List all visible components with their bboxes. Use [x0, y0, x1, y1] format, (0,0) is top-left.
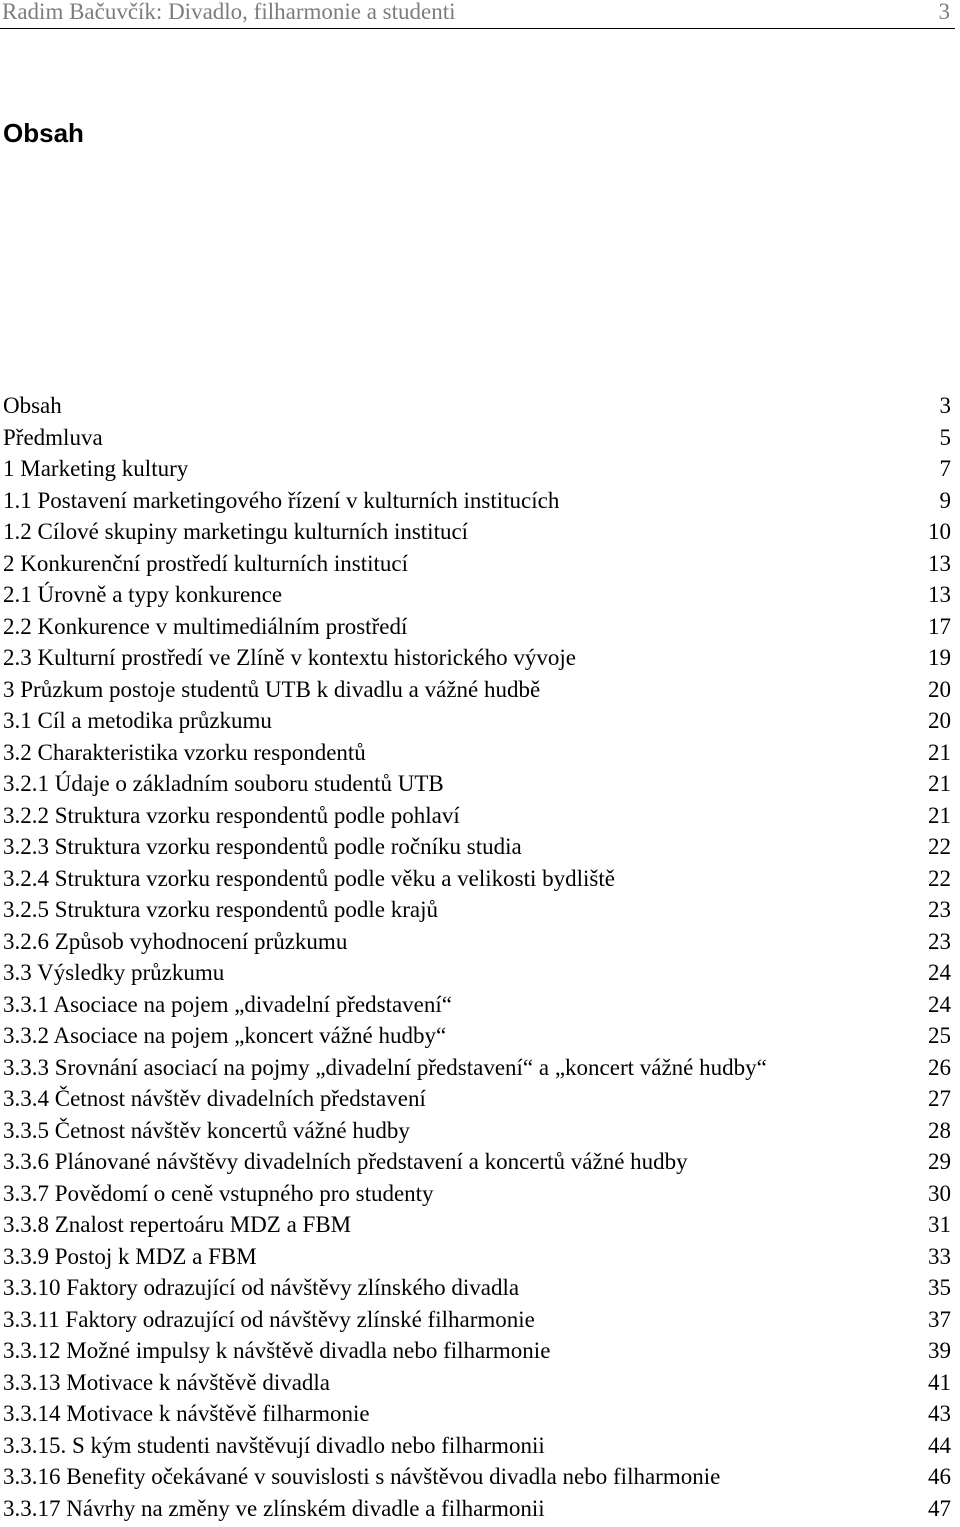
- toc-entry-page-number: 3: [939, 393, 951, 418]
- toc-entry-title: 2 Konkurenční prostředí kulturních institucí: [3, 550, 408, 576]
- toc-entry-page-number: 24: [928, 960, 951, 985]
- toc-entry[interactable]: [3, 1367, 951, 1399]
- toc-entry-title: 3.3.1 Asociace na pojem „divadelní představení“: [3, 991, 452, 1017]
- toc-entry-title: 3.3.13 Motivace k návštěvě divadla: [3, 1369, 331, 1395]
- toc-entry-title: 3.3.5 Četnost návštěv koncertů vážné hudby: [3, 1117, 410, 1143]
- toc-entry-page-number: 19: [928, 645, 951, 670]
- toc-entry-title: 3.3.15. S kým studenti navštěvují divadlo nebo filharmonii: [3, 1432, 545, 1458]
- toc-entry[interactable]: [3, 1493, 951, 1525]
- toc-entry[interactable]: [3, 516, 951, 548]
- toc-entry[interactable]: [3, 1335, 951, 1367]
- toc-entry[interactable]: [3, 1209, 951, 1241]
- toc-entry-page-number: 9: [939, 487, 951, 513]
- toc-entry-page-number: 43: [928, 1401, 951, 1426]
- toc-entry-title: 3.3.9 Postoj k MDZ a FBM: [3, 1243, 257, 1269]
- toc-entry[interactable]: [3, 390, 951, 422]
- toc-entry-page-number: 21: [928, 739, 951, 765]
- toc-entry-page-number: 28: [928, 1117, 951, 1143]
- toc-entry-title: 3.3.8 Znalost repertoáru MDZ a FBM: [3, 1212, 352, 1237]
- toc-entry-page-number: 27: [928, 1086, 951, 1111]
- toc-entry-page-number: 23: [928, 897, 951, 922]
- toc-entry[interactable]: [3, 642, 951, 674]
- toc-entry-title: 3.3.4 Četnost návštěv divadelních představení: [3, 1086, 426, 1111]
- toc-entry-page-number: 13: [928, 550, 951, 576]
- toc-entry-page-number: 33: [928, 1243, 951, 1269]
- toc-entry[interactable]: [3, 800, 951, 832]
- toc-entry[interactable]: [3, 1083, 951, 1115]
- toc-entry[interactable]: [3, 1178, 951, 1210]
- toc-entry[interactable]: [3, 453, 951, 485]
- toc-entry-page-number: 30: [928, 1180, 951, 1206]
- toc-entry-page-number: 24: [928, 991, 951, 1017]
- toc-entry-title: 3 Průzkum postoje studentů UTB k divadlu a vážné hudbě: [3, 676, 541, 702]
- toc-entry[interactable]: [3, 1272, 951, 1304]
- toc-entry[interactable]: [3, 863, 951, 895]
- toc-entry-title: 3.3 Výsledky průzkumu: [3, 960, 225, 985]
- toc-entry-page-number: 13: [928, 582, 951, 607]
- toc-entry-title: Předmluva: [3, 424, 103, 450]
- toc-entry-title: 2.2 Konkurence v multimediálním prostředí: [3, 613, 408, 639]
- toc-entry[interactable]: [3, 548, 951, 580]
- toc-entry-title: 3.3.6 Plánované návštěvy divadelních představení a koncertů vážné hudby: [3, 1149, 688, 1174]
- toc-entry-page-number: 21: [928, 802, 951, 828]
- toc-entry-page-number: 44: [928, 1432, 951, 1458]
- toc-entry[interactable]: [3, 989, 951, 1021]
- toc-entry[interactable]: [3, 1461, 951, 1493]
- toc-entry-page-number: 35: [928, 1275, 951, 1300]
- toc-entry-title: 3.3.16 Benefity očekávané v souvislosti s návštěvou divadla nebo filharmonie: [3, 1464, 721, 1489]
- toc-entry-page-number: 46: [928, 1464, 951, 1489]
- toc-entry-page-number: 37: [928, 1306, 951, 1332]
- toc-entry-title: 3.3.14 Motivace k návštěvě filharmonie: [3, 1401, 370, 1426]
- toc-entry-title: 2.1 Úrovně a typy konkurence: [3, 582, 283, 607]
- table-of-contents: [3, 390, 951, 1524]
- toc-entry-page-number: 29: [928, 1149, 951, 1174]
- toc-entry-page-number: 7: [939, 456, 951, 481]
- toc-entry-title: 3.3.17 Návrhy na změny ve zlínském divadle a filharmonii: [3, 1495, 545, 1521]
- toc-entry-title: Obsah: [3, 393, 62, 418]
- toc-entry-page-number: 17: [928, 613, 951, 639]
- toc-entry-title: 3.2.4 Struktura vzorku respondentů podle věku a velikosti bydliště: [3, 865, 615, 891]
- toc-entry[interactable]: [3, 1304, 951, 1336]
- toc-entry-page-number: 5: [939, 424, 951, 450]
- toc-entry[interactable]: [3, 485, 951, 517]
- toc-entry-title: 3.2 Charakteristika vzorku respondentů: [3, 739, 366, 765]
- toc-entry-page-number: 23: [928, 928, 951, 954]
- running-header-title: Radim Bačuvčík: Divadlo, filharmonie a studenti: [2, 0, 456, 24]
- toc-entry-title: 3.2.2 Struktura vzorku respondentů podle pohlaví: [3, 802, 460, 828]
- toc-entry[interactable]: [3, 1146, 951, 1178]
- section-heading: Obsah: [3, 118, 84, 148]
- toc-entry-title: 3.3.11 Faktory odrazující od návštěvy zlínské filharmonie: [3, 1306, 535, 1332]
- toc-entry-page-number: 39: [928, 1338, 951, 1363]
- toc-entry[interactable]: [3, 422, 951, 454]
- toc-entry[interactable]: [3, 1052, 951, 1084]
- toc-entry-page-number: 41: [928, 1369, 951, 1395]
- toc-entry[interactable]: [3, 674, 951, 706]
- toc-entry[interactable]: [3, 894, 951, 926]
- toc-entry-page-number: 25: [928, 1023, 951, 1048]
- toc-entry[interactable]: [3, 1430, 951, 1462]
- toc-entry-page-number: 20: [928, 708, 951, 733]
- toc-entry-title: 3.3.12 Možné impulsy k návštěvě divadla nebo filharmonie: [3, 1338, 551, 1363]
- toc-entry-title: 3.2.3 Struktura vzorku respondentů podle ročníku studia: [3, 834, 522, 859]
- toc-entry[interactable]: [3, 579, 951, 611]
- toc-entry-page-number: 26: [928, 1054, 951, 1080]
- running-header-page-number: 3: [938, 0, 950, 24]
- toc-entry-page-number: 31: [928, 1212, 951, 1237]
- toc-entry-title: 3.2.5 Struktura vzorku respondentů podle krajů: [3, 897, 438, 922]
- toc-entry[interactable]: [3, 1398, 951, 1430]
- toc-entry[interactable]: [3, 768, 951, 800]
- toc-entry[interactable]: [3, 611, 951, 643]
- toc-entry-page-number: 20: [928, 676, 951, 702]
- toc-entry[interactable]: [3, 1115, 951, 1147]
- toc-entry-page-number: 21: [928, 771, 951, 796]
- toc-entry-page-number: 47: [928, 1495, 951, 1521]
- toc-entry-page-number: 22: [928, 834, 951, 859]
- toc-entry-page-number: 10: [928, 519, 951, 544]
- toc-entry-title: 3.2.1 Údaje o základním souboru studentů UTB: [3, 771, 444, 796]
- toc-entry[interactable]: [3, 926, 951, 958]
- toc-entry-title: 3.1 Cíl a metodika průzkumu: [3, 708, 272, 733]
- running-header: [0, 0, 955, 29]
- toc-entry-title: 1.2 Cílové skupiny marketingu kulturních institucí: [3, 519, 469, 544]
- toc-entry[interactable]: [3, 1241, 951, 1273]
- toc-entry[interactable]: [3, 737, 951, 769]
- toc-entry[interactable]: [3, 831, 951, 863]
- toc-entry-title: 1 Marketing kultury: [3, 456, 189, 481]
- toc-entry-title: 3.3.2 Asociace na pojem „koncert vážné hudby“: [3, 1023, 447, 1048]
- toc-entry-title: 1.1 Postavení marketingového řízení v kulturních institucích: [3, 487, 560, 513]
- toc-entry-title: 3.3.10 Faktory odrazující od návštěvy zlínského divadla: [3, 1275, 520, 1300]
- toc-entry-page-number: 22: [928, 865, 951, 891]
- toc-entry-title: 3.2.6 Způsob vyhodnocení průzkumu: [3, 928, 348, 954]
- toc-entry[interactable]: [3, 957, 951, 989]
- toc-entry[interactable]: [3, 705, 951, 737]
- toc-entry[interactable]: [3, 1020, 951, 1052]
- toc-entry-title: 3.3.7 Povědomí o ceně vstupného pro studenty: [3, 1180, 434, 1206]
- toc-entry-title: 2.3 Kulturní prostředí ve Zlíně v kontextu historického vývoje: [3, 645, 576, 670]
- toc-entry-title: 3.3.3 Srovnání asociací na pojmy „divadelní představení“ a „koncert vážné hudby“: [3, 1054, 767, 1080]
